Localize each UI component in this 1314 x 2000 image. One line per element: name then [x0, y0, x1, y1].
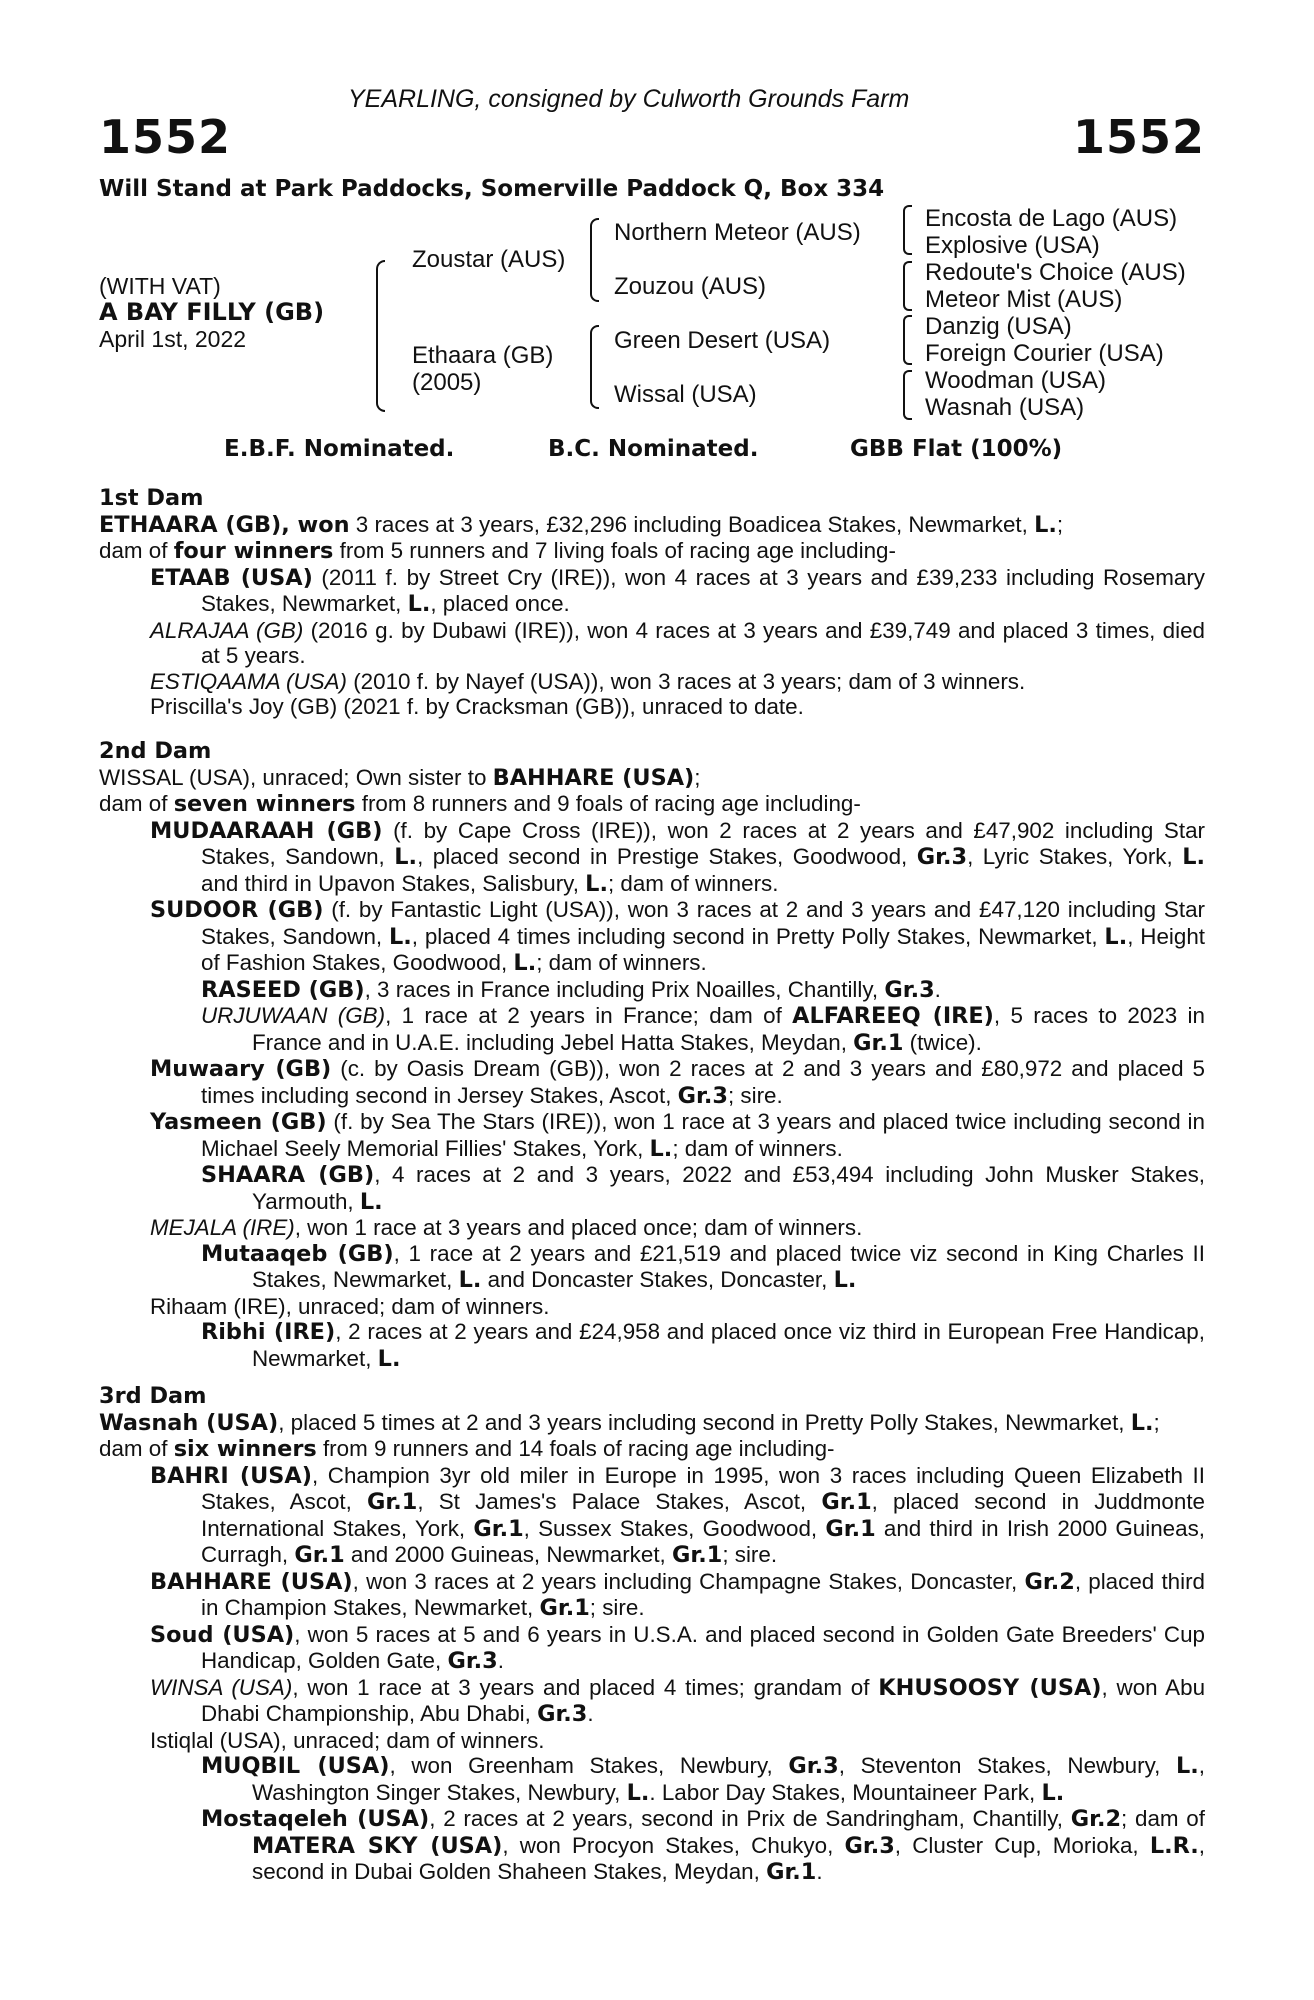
- ebf-nomination: E.B.F. Nominated.: [224, 436, 455, 462]
- group-mark: Gr.1: [672, 1542, 723, 1568]
- produce-entry: [99, 1319, 1205, 1372]
- stand-location: Will Stand at Park Paddocks, Somerville Paddock Q, Box 334: [99, 176, 885, 202]
- punct: .: [587, 1701, 594, 1726]
- text: , Champion 3yr old miler in Europe in 1995, won 3 races including Queen Elizabeth II Stakes, Ascot,: [201, 1462, 1205, 1514]
- pedigree-ddd: Wasnah (USA): [925, 394, 1085, 421]
- pedigree-sds: Redoute's Choice (AUS): [925, 259, 1186, 286]
- vat-note: (WITH VAT): [99, 273, 221, 299]
- produce-entry: [99, 977, 1205, 1004]
- listed-mark: L.: [1034, 511, 1057, 538]
- listed-mark: L.: [1104, 923, 1128, 950]
- listed-mark: L.: [394, 844, 418, 870]
- dam-name: Wasnah (USA): [99, 1409, 279, 1436]
- text: , 5 races to 2023 in France and in U.A.E. including Jebel Hatta Stakes, Meydan,: [252, 1003, 1205, 1055]
- produce-entry: [99, 1463, 1205, 1569]
- produce-name: SUDOOR (GB): [150, 897, 324, 923]
- produce-entry: Priscilla's Joy (GB) (2021 f. by Cracksman (GB)), unraced to date.: [150, 694, 804, 719]
- listed-mark: L.: [458, 1267, 482, 1293]
- text: , Washington Singer Stakes, Newbury,: [252, 1753, 1205, 1805]
- text: , 2 races at 2 years, second in Prix de Sandringham, Chantilly,: [429, 1806, 1071, 1831]
- text: (c. by Oasis Dream (GB)), won 2 races at 2 and 3 years and £80,972 and placed 5 times including second in Jersey Stakes, Ascot,: [201, 1056, 1205, 1108]
- produce-entry: [99, 1753, 1205, 1806]
- produce-name: RASEED (GB): [201, 976, 365, 1003]
- text: , placed once.: [430, 591, 570, 616]
- produce-entry: [99, 1675, 1205, 1728]
- produce-entry: [99, 818, 1205, 898]
- pedigree-brace-sire: [590, 218, 599, 302]
- text: (twice).: [903, 1029, 982, 1055]
- listed-mark: L.: [377, 1345, 401, 1372]
- listed-mark: L.: [359, 1188, 383, 1215]
- text: dam of: [99, 538, 174, 563]
- pedigree-sire: Zoustar (AUS): [412, 246, 566, 273]
- horse-dob: April 1st, 2022: [99, 326, 247, 352]
- group-mark: Gr.1: [367, 1489, 418, 1515]
- produce-entry: [99, 1569, 1205, 1622]
- group-mark: Gr.3: [537, 1701, 588, 1727]
- group-mark: Gr.3: [844, 1832, 895, 1859]
- group-mark: Gr.3: [916, 844, 968, 870]
- listed-mark: L.: [585, 870, 608, 897]
- group-mark: Gr.3: [788, 1753, 839, 1779]
- text: (2010 f. by Nayef (USA)), won 3 races at 3 years; dam of 3 winners.: [346, 668, 1026, 694]
- produce-entry: Istiqlal (USA), unraced; dam of winners.: [150, 1727, 545, 1753]
- descendant-name: ALFAREEQ (IRE): [792, 1003, 994, 1029]
- text: , placed 5 times at 2 and 3 years including second in Pretty Polly Stakes, Newmarket,: [278, 1409, 1131, 1435]
- produce-entry: [99, 669, 1205, 695]
- third-dam-section: [99, 1384, 1205, 1886]
- listed-mark: L.R.: [1149, 1832, 1199, 1859]
- text: , won Abu Dhabi Championship, Abu Dhabi,: [201, 1674, 1206, 1726]
- produce-entry: [99, 1241, 1205, 1294]
- second-dam-heading: 2nd Dam: [99, 738, 212, 764]
- first-dam-record: [99, 512, 1205, 539]
- sibling-name: BAHHARE (USA): [492, 764, 695, 791]
- bc-nomination: B.C. Nominated.: [548, 436, 759, 462]
- third-dam-heading: 3rd Dam: [99, 1383, 207, 1409]
- lot-number-left: 1552: [99, 110, 232, 164]
- winners-count: six winners: [173, 1436, 317, 1462]
- text: , placed second in Prestige Stakes, Goodwood,: [417, 844, 917, 869]
- dam-name: ETHAARA (GB): [99, 511, 282, 538]
- text: , St James's Palace Stakes, Ascot,: [417, 1489, 822, 1514]
- horse-name: A BAY FILLY (GB): [99, 298, 325, 326]
- group-mark: Gr.1: [825, 1515, 876, 1542]
- produce-entry: Rihaam (IRE), unraced; dam of winners.: [150, 1293, 550, 1319]
- text: and third in Upavon Stakes, Salisbury,: [201, 870, 586, 896]
- gbb-flat: GBB Flat (100%): [850, 436, 1063, 462]
- listed-mark: L.: [1041, 1779, 1065, 1806]
- listed-mark: L.: [388, 923, 412, 950]
- text: , Height of Fashion Stakes, Goodwood,: [201, 923, 1205, 975]
- pedigree-brace-sd: [903, 261, 912, 311]
- text: ; sire.: [589, 1595, 645, 1620]
- produce-name: ESTIQAAMA (USA): [150, 668, 347, 694]
- text: (2016 g. by Dubawi (IRE)), won 4 races at 3 years and £39,749 and placed 3 times, died at 5 years.: [201, 617, 1205, 668]
- text: , Lyric Stakes, York,: [967, 844, 1183, 869]
- first-dam-produce-summary: [99, 538, 1205, 565]
- pedigree-sire-dam: Zouzou (AUS): [614, 273, 767, 300]
- produce-name: BAHHARE (USA): [150, 1568, 353, 1595]
- produce-name: Mostaqeleh (USA): [201, 1806, 430, 1832]
- produce-name: Mutaaqeb (GB): [201, 1240, 394, 1267]
- text: , 3 races in France including Prix Noailles, Chantilly,: [364, 976, 885, 1002]
- group-mark: Gr.1: [473, 1515, 524, 1542]
- produce-entry: [99, 618, 1205, 669]
- text: ; dam of winners.: [607, 870, 779, 896]
- pedigree-brace-ds: [903, 315, 912, 365]
- text: , second in Dubai Golden Shaheen Stakes, Meydan,: [252, 1832, 1205, 1884]
- text: , won 1 race at 3 years and placed 4 times; grandam of: [292, 1674, 879, 1700]
- text: (f. by Cape Cross (IRE)), won 2 races at 2 years and £47,902 including Star Stakes, Sandown,: [201, 817, 1205, 869]
- group-mark: Gr.3: [884, 976, 935, 1003]
- listed-mark: L.: [1182, 844, 1205, 870]
- group-mark: Gr.3: [447, 1648, 498, 1674]
- lot-number-right: 1552: [1072, 110, 1205, 164]
- text: and third in Irish 2000 Guineas, Curragh,: [201, 1515, 1205, 1567]
- group-mark: Gr.1: [766, 1859, 817, 1885]
- text: , Steventon Stakes, Newbury,: [838, 1753, 1176, 1778]
- text: ; dam of: [1121, 1806, 1205, 1831]
- punct: ;: [1153, 1409, 1160, 1435]
- listed-mark: L.: [626, 1779, 650, 1806]
- produce-name: MUDAARAAH (GB): [150, 817, 383, 844]
- text: , 2 races at 2 years and £24,958 and placed once viz third in European Free Handicap, Newmarket,: [252, 1319, 1205, 1371]
- produce-entry: [99, 1056, 1205, 1109]
- group-mark: Gr.1: [853, 1029, 904, 1056]
- text: , Sussex Stakes, Goodwood,: [523, 1515, 826, 1541]
- text: and 2000 Guineas, Newmarket,: [344, 1542, 672, 1567]
- text: , placed third in Champion Stakes, Newmarket,: [201, 1568, 1206, 1620]
- punct: ;: [1056, 511, 1064, 537]
- produce-name: MUQBIL (USA): [201, 1753, 390, 1779]
- produce-name: ETAAB (USA): [150, 564, 313, 591]
- text: (f. by Sea The Stars (IRE)), won 1 race at 3 years and placed twice including second in Michael Seely Memorial Fillies' Stakes, York,: [201, 1109, 1205, 1161]
- pedigree-brace-ss: [903, 205, 912, 255]
- descendant-name: MATERA SKY (USA): [252, 1832, 503, 1859]
- pedigree-ssd: Explosive (USA): [925, 232, 1100, 259]
- produce-name: Muwaary (GB): [150, 1056, 332, 1082]
- text: from 8 runners and 9 foals of racing age including-: [355, 791, 861, 816]
- listed-mark: L.: [513, 950, 537, 976]
- produce-entry: [99, 1622, 1205, 1675]
- pedigree-dds: Woodman (USA): [925, 367, 1106, 394]
- text: from 5 runners and 7 living foals of racing age including-: [333, 538, 896, 563]
- punct: .: [497, 1648, 504, 1673]
- pedigree-brace-dd: [903, 370, 912, 420]
- group-mark: Gr.1: [821, 1489, 872, 1515]
- winners-count: seven winners: [173, 791, 356, 817]
- produce-name: BAHRI (USA): [150, 1462, 312, 1489]
- text: , won 3 races at 2 years including Champagne Stakes, Doncaster,: [352, 1568, 1025, 1594]
- text: ; dam of winners.: [536, 950, 707, 975]
- text: , Cluster Cup, Morioka,: [894, 1832, 1150, 1858]
- produce-entry: [99, 897, 1205, 977]
- produce-name: Ribhi (IRE): [201, 1319, 336, 1345]
- pedigree-dam-dam: Wissal (USA): [614, 381, 757, 408]
- text: , won 5 races at 5 and 6 years in U.S.A. and placed second in Golden Gate Breeders' Cup Handicap, Golden Gate,: [201, 1621, 1205, 1673]
- text: WISSAL (USA), unraced; Own sister to: [99, 764, 493, 790]
- second-dam-produce-summary: [99, 791, 1205, 818]
- group-mark: Gr.2: [1024, 1568, 1075, 1595]
- winners-count: four winners: [173, 538, 334, 564]
- pedigree-dam: Ethaara (GB): [412, 342, 554, 369]
- third-dam-record: [99, 1410, 1205, 1437]
- pedigree-sdd: Meteor Mist (AUS): [925, 286, 1123, 313]
- text: , 1 race at 2 years in France; dam of: [385, 1003, 793, 1028]
- won-text: , won: [281, 511, 350, 538]
- produce-entry: [99, 1806, 1205, 1886]
- produce-name: ALRAJAA (GB): [150, 617, 304, 643]
- produce-entry: [99, 1109, 1205, 1162]
- text: , placed 4 times including second in Pretty Polly Stakes, Newmarket,: [411, 923, 1105, 949]
- group-mark: Gr.2: [1070, 1806, 1122, 1832]
- produce-entry: [99, 565, 1205, 618]
- produce-name: Soud (USA): [150, 1621, 295, 1648]
- produce-name: Yasmeen (GB): [150, 1109, 327, 1135]
- text: from 9 runners and 14 foals of racing age including-: [316, 1436, 835, 1461]
- text: (2011 f. by Street Cry (IRE)), won 4 races at 3 years and £39,233 including Rosemary Stakes, Newmarket,: [201, 564, 1206, 616]
- text: , won 1 race at 3 years and placed once; dam of winners.: [294, 1215, 863, 1240]
- pedigree-sss: Encosta de Lago (AUS): [925, 205, 1178, 232]
- text: , won Procyon Stakes, Chukyo,: [502, 1832, 845, 1858]
- pedigree-brace-dam: [590, 325, 599, 409]
- listed-mark: L.: [1175, 1753, 1199, 1779]
- listed-mark: L.: [407, 591, 431, 617]
- first-dam-section: [99, 486, 1205, 720]
- produce-name: URJUWAAN (GB): [201, 1003, 386, 1028]
- text: dam of: [99, 1436, 174, 1461]
- pedigree-sire-sire: Northern Meteor (AUS): [614, 219, 861, 246]
- group-mark: Gr.1: [294, 1542, 345, 1568]
- listed-mark: L.: [1130, 1409, 1154, 1436]
- pedigree-dam-sire: Green Desert (USA): [614, 327, 831, 354]
- text: and Doncaster Stakes, Doncaster,: [481, 1267, 834, 1292]
- listed-mark: L.: [649, 1135, 673, 1162]
- group-mark: Gr.1: [539, 1595, 590, 1621]
- text: , placed second in Juddmonte International Stakes, York,: [201, 1489, 1205, 1541]
- pedigree-dsd: Foreign Courier (USA): [925, 340, 1164, 367]
- listed-mark: L.: [833, 1267, 857, 1293]
- produce-entry: [99, 1162, 1205, 1215]
- descendant-name: KHUSOOSY (USA): [878, 1674, 1102, 1701]
- punct: ;: [694, 764, 701, 790]
- text: , 4 races at 2 and 3 years, 2022 and £53,494 including John Musker Stakes, Yarmouth,: [252, 1162, 1205, 1214]
- text: ; dam of winners.: [672, 1135, 843, 1161]
- second-dam-section: [99, 739, 1205, 1372]
- text: ; sire.: [722, 1542, 778, 1567]
- pedigree-dss: Danzig (USA): [925, 313, 1072, 340]
- record-text: 3 races at 3 years, £32,296 including Boadicea Stakes, Newmarket,: [349, 511, 1035, 537]
- produce-name: SHAARA (GB): [201, 1162, 375, 1188]
- text: . Labor Day Stakes, Mountaineer Park,: [649, 1779, 1042, 1805]
- text: (f. by Fantastic Light (USA)), won 3 races at 2 and 3 years and £47,120 including Star Stakes, Sandown,: [201, 897, 1205, 949]
- produce-name: WINSA (USA): [150, 1674, 293, 1700]
- third-dam-produce-summary: [99, 1436, 1205, 1463]
- text: ; sire.: [727, 1082, 783, 1108]
- punct: .: [816, 1859, 823, 1884]
- text: , won Greenham Stakes, Newbury,: [389, 1753, 789, 1778]
- produce-entry: [99, 1003, 1205, 1056]
- text: dam of: [99, 791, 174, 816]
- second-dam-record: [99, 765, 1205, 792]
- first-dam-heading: 1st Dam: [99, 485, 204, 511]
- produce-name: MEJALA (IRE): [150, 1215, 295, 1240]
- pedigree-dam-year: (2005): [412, 369, 482, 396]
- group-mark: Gr.3: [677, 1082, 728, 1109]
- pedigree-brace-main: [376, 260, 385, 412]
- produce-entry: [99, 1215, 1205, 1241]
- text: , 1 race at 2 years and £21,519 and placed twice viz second in King Charles II Stakes, Newmarket,: [252, 1240, 1205, 1292]
- consignor-line: YEARLING, consigned by Culworth Grounds Farm: [348, 85, 910, 113]
- punct: .: [934, 976, 941, 1002]
